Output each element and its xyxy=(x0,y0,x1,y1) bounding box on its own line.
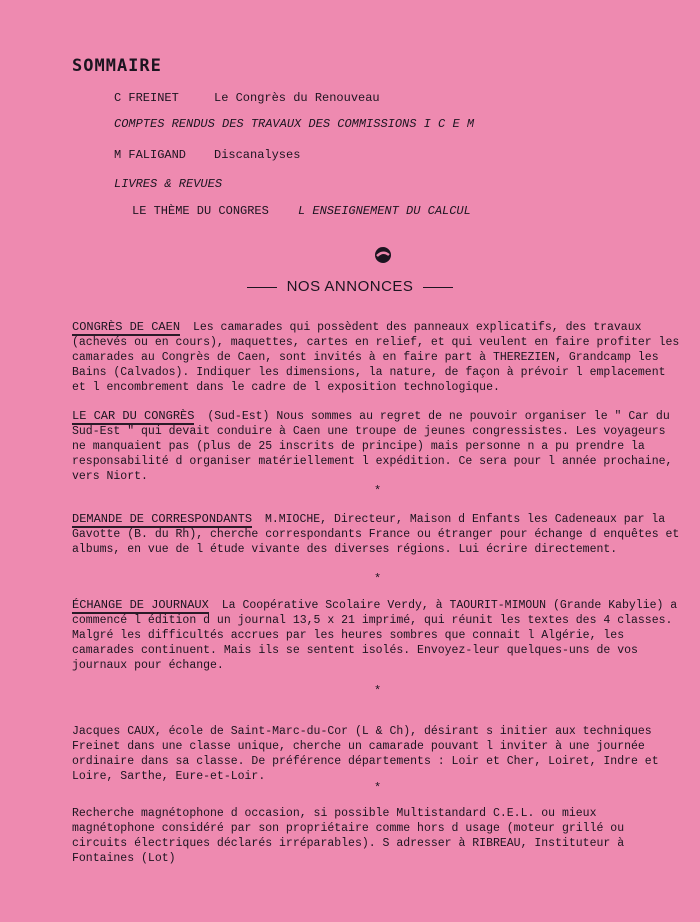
announce-text: M.MIOCHE, Directeur, Maison d Enfants les Cadeneaux par la Gavotte (B. du Rh), cherche correspondants France ou étranger pour échange d enquêtes et albums, en vue de l étude vivante des diverses régions. Lui écrire directement. xyxy=(72,513,680,556)
separator-star: * xyxy=(374,781,382,795)
toc-title: Discanalyses xyxy=(214,148,301,162)
announce-heading: ÉCHANGE DE JOURNAUX xyxy=(72,598,209,612)
sommaire-title: SOMMAIRE xyxy=(72,56,162,76)
announce-correspondants xyxy=(72,512,682,557)
announce-heading: LE CAR DU CONGRÈS xyxy=(72,409,195,423)
toc-author: M FALIGAND xyxy=(114,148,187,162)
announce-echange-journaux xyxy=(72,598,682,673)
announce-text: La Coopérative Scolaire Verdy, à TAOURIT-MIMOUN (Grande Kabylie) a commencé l édition d un journal 13,5 x 21 imprimé, qui réunit les textes des 4 classes. Malgré les difficultés accrues par les heures sombres que connait l Algérie, les camarades continuent. Mais ils se sentent isolés. Envoyez-leur quelques-uns de vos journaux pour échange. xyxy=(72,599,678,672)
announce-text: Jacques CAUX, école de Saint-Marc-du-Cor (L & Ch), désirant s initier aux techniques Freinet dans une classe unique, cherche un camarade pouvant l inviter à une journée ordinaire dans sa classe. De préférence départements : Loir et Cher, Loiret, Indre et Loire, Sarthe, Eure-et-Loir. xyxy=(72,725,659,783)
announce-text: Les camarades qui possèdent des panneaux explicatifs, des travaux (achevés ou en cours), maquettes, cartes en relief, et qui veulent en faire profiter les camarades au Congrès de Caen, sont invités à en faire part à THEREZIEN, Grandcamp les Bains (Calvados). Indiquer les dimensions, la nature, de façon à prévoir l emplacement et l encombrement dans le cadre de l exposition technologique. xyxy=(72,321,680,394)
toc-author: C FREINET xyxy=(114,91,179,105)
toc-title: COMPTES RENDUS DES TRAVAUX DES COMMISSIONS I C E M xyxy=(114,117,475,131)
heading-rule-right xyxy=(423,287,453,288)
announce-subheading: (Sud-Est) xyxy=(207,410,270,423)
toc-row-theme xyxy=(132,204,471,218)
toc-row-freinet xyxy=(114,91,380,105)
announce-heading: CONGRÈS DE CAEN xyxy=(72,320,181,334)
announce-magnetophone xyxy=(72,806,682,866)
separator-star: * xyxy=(374,684,382,698)
announce-text: Nous sommes au regret de ne pouvoir organiser le " Car du Sud-Est " qui devait conduire à Caen une troupe de jeunes congressistes. Les voyageurs ne manquaient pas (plus de 25 inscrits de principe) mais personne n a pu prendre la responsabilité d organiser matériellement l expédition. Ce sera pour l année prochaine, vers Niort. xyxy=(72,410,673,483)
announce-heading: DEMANDE DE CORRESPONDANTS xyxy=(72,512,253,526)
toc-label: LE THÈME DU CONGRES xyxy=(132,204,269,218)
toc-row-livres-revues xyxy=(114,177,222,191)
announce-congres-caen xyxy=(72,320,682,395)
publication-logo-icon xyxy=(374,246,392,264)
separator-star: * xyxy=(374,572,382,586)
heading-rule-left xyxy=(247,287,277,288)
announce-jacques-caux xyxy=(72,724,682,784)
toc-title: LIVRES & REVUES xyxy=(114,177,223,191)
toc-title: Le Congrès du Renouveau xyxy=(214,91,380,105)
section-heading xyxy=(0,278,700,295)
heading-text: NOS ANNONCES xyxy=(286,278,414,295)
announce-text: Recherche magnétophone d occasion, si possible Multistandard C.E.L. ou mieux magnétophone considéré par son propriétaire comme hors d usage (moteur grillé ou circuits électriques déclarés irréparables). S adresser à RIBREAU, Instituteur à Fontaines (Lot) xyxy=(72,807,625,865)
separator-star: * xyxy=(374,484,382,498)
toc-row-faligand xyxy=(114,148,301,162)
toc-row-comptes-rendus xyxy=(114,117,474,131)
toc-title: L ENSEIGNEMENT DU CALCUL xyxy=(298,204,471,218)
announce-car-congres xyxy=(72,409,682,484)
